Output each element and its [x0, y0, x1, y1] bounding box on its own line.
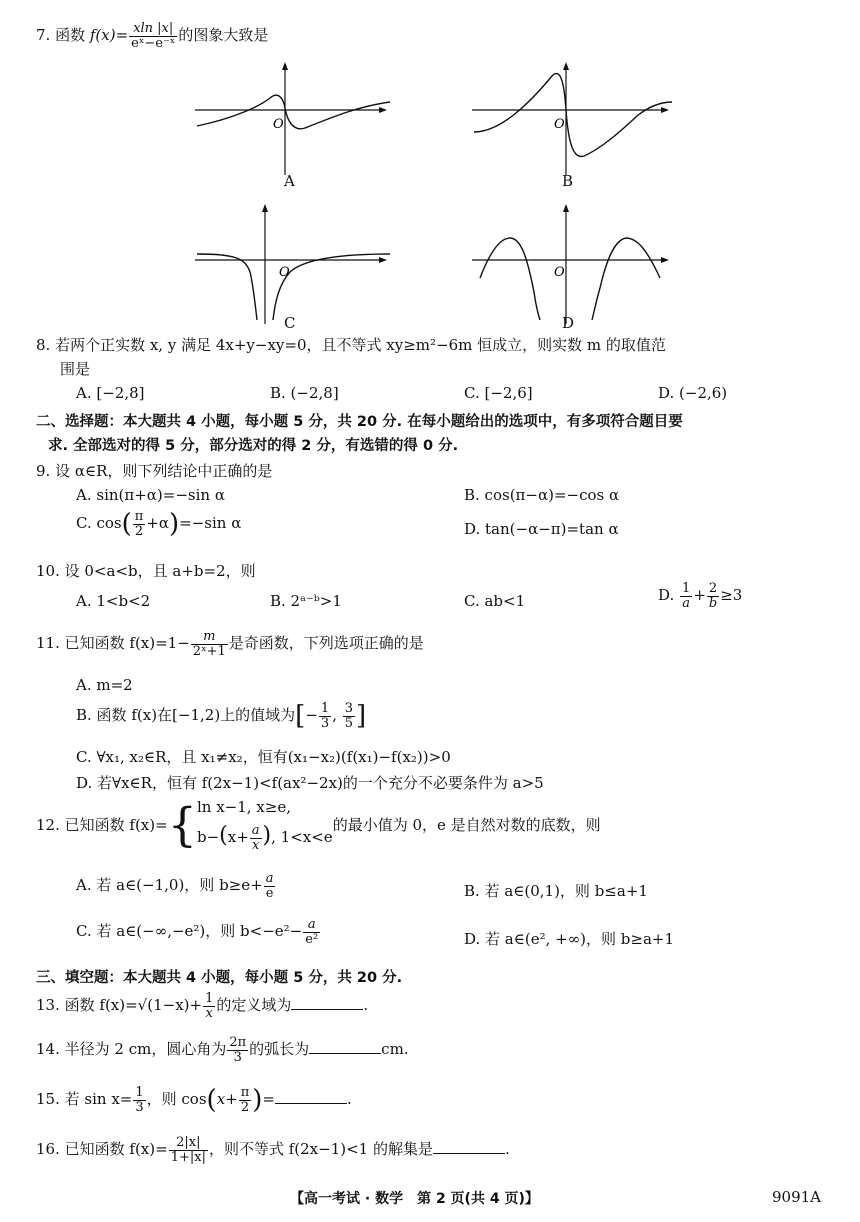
- q9-option-a: A. sin(π+α)=−sin α: [76, 486, 225, 504]
- q8-line1: 8. 若两个正实数 x, y 满足 4x+y−xy=0，且不等式 xy≥m²−6m 恒成立，则实数 m 的取值范: [36, 336, 666, 354]
- section2-heading-line2: 求. 全部选对的得 5 分，部分选对的得 2 分，有选错的得 0 分.: [48, 438, 459, 454]
- graph-d-label: D: [562, 314, 575, 332]
- page-footer: 【高一考试 · 数学 第 2 页(共 4 页)】: [290, 1191, 539, 1207]
- q12-case2: b−(x+ $\frac{a}{x}$ ), 1<x<e: [196, 823, 333, 853]
- q9-option-b: B. cos(π−α)=−cos α: [464, 486, 620, 504]
- q8-option-c: C. [−2,6]: [464, 384, 533, 402]
- q10-option-a: A. 1<b<2: [76, 592, 151, 610]
- q11-option-c: C. ∀x₁, x₂∈R，且 x₁≠x₂，恒有(x₁−x₂)(f(x₁)−f(x₂))>0: [76, 748, 451, 766]
- q12-option-a: A. 若 a∈(−1,0)，则 b≥e+ $\frac{a}{e}$: [76, 871, 274, 901]
- graph-c-label: C: [284, 314, 296, 332]
- q9-stem: 9. 设 α∈R，则下列结论中正确的是: [36, 462, 273, 480]
- section2-heading: 二、选择题：本大题共 4 小题，每小题 5 分，共 20 分. 在每小题给出的选项中，有多项符合题目要: [36, 414, 683, 430]
- q10-option-c: C. ab<1: [464, 592, 526, 610]
- q12-stem: 12. 已知函数 f(x)={ ln x−1, x≥e, b−(x+ $\frac{a}{x}$ ), 1<x<e 的最小值为 0，e 是自然对数的底数，则: [36, 797, 601, 853]
- q12-option-b: B. 若 a∈(0,1)，则 b≤a+1: [464, 882, 648, 900]
- q16: 16. 已知函数 f(x)= $\frac{2|x|}{1+|x|}$ ，则不等式 f(2x−1)<1 的解集是 .: [36, 1135, 510, 1165]
- answer-blank: [291, 997, 363, 1010]
- q15: 15. 若 sin x= $\frac{1}{3}$ ，则 cos(x+ $\frac{\pi}{2}$ )= .: [36, 1085, 352, 1116]
- q8-option-d: D. (−2,6): [658, 384, 728, 402]
- graph-a-label: A: [284, 172, 295, 190]
- q7-stem: 7. 函数 f(x)= $\frac{xln |x|}{\text{eˣ−e⁻ˣ}}$ 的图象大致是: [36, 21, 269, 51]
- paper-code: 9091A: [772, 1188, 822, 1206]
- graph-a: [195, 60, 395, 190]
- graph-c: [195, 202, 395, 327]
- q14: 14. 半径为 2 cm，圆心角为 $\frac{2\pi}{3}$ 的弧长为 cm.: [36, 1035, 409, 1065]
- section3-heading: 三、填空题：本大题共 4 小题，每小题 5 分，共 20 分.: [36, 970, 403, 986]
- q9-option-c: C. cos( $\frac{\pi}{2}$ +α)=−sin α: [76, 509, 242, 540]
- graph-b: [472, 60, 677, 190]
- svg-text:O: O: [554, 265, 565, 280]
- q8-option-b: B. (−2,8]: [270, 384, 339, 402]
- answer-blank: [309, 1041, 381, 1054]
- q10-option-d: D. $\frac{1}{a}$ + $\frac{2}{b}$ ≥3: [658, 581, 743, 611]
- answer-blank: [275, 1091, 347, 1104]
- svg-text:O: O: [279, 265, 290, 280]
- graph-b-label: B: [562, 172, 574, 190]
- q8-option-a: A. [−2,8]: [76, 384, 145, 402]
- q12-option-c: C. 若 a∈(−∞,−e²)，则 b<−e²− $\frac{a}{\text{e²}}$: [76, 917, 319, 947]
- q11-option-a: A. m=2: [76, 676, 133, 694]
- q12-option-d: D. 若 a∈(e², +∞)，则 b≥a+1: [464, 930, 675, 948]
- q11-stem: 11. 已知函数 f(x)=1− $\frac{m}{\text{2ˣ+1}}$ 是奇函数，下列选项正确的是: [36, 629, 424, 659]
- svg-text:O: O: [554, 117, 565, 132]
- q12-case1: ln x−1, x≥e,: [196, 798, 291, 816]
- q13: 13. 函数 f(x)=√(1−x)+ $\frac{1}{x}$ 的定义域为 .: [36, 991, 369, 1021]
- origin-label: O: [273, 117, 284, 132]
- q9-option-d: D. tan(−α−π)=tan α: [464, 520, 619, 538]
- q10-option-b: B. 2ᵃ⁻ᵇ>1: [270, 592, 342, 610]
- q8-line2: 围是: [60, 360, 91, 378]
- q11-option-b: B. 函数 f(x)在[−1,2)上的值域为[− $\frac{1}{3}$ , $\frac{3}{5}$ ]: [76, 701, 367, 732]
- answer-blank: [433, 1141, 505, 1154]
- q10-stem: 10. 设 0<a<b，且 a+b=2，则: [36, 562, 256, 580]
- q11-option-d: D. 若∀x∈R，恒有 f(2x−1)<f(ax²−2x)的一个充分不必要条件为 a>5: [76, 774, 544, 792]
- graph-d: [472, 202, 677, 327]
